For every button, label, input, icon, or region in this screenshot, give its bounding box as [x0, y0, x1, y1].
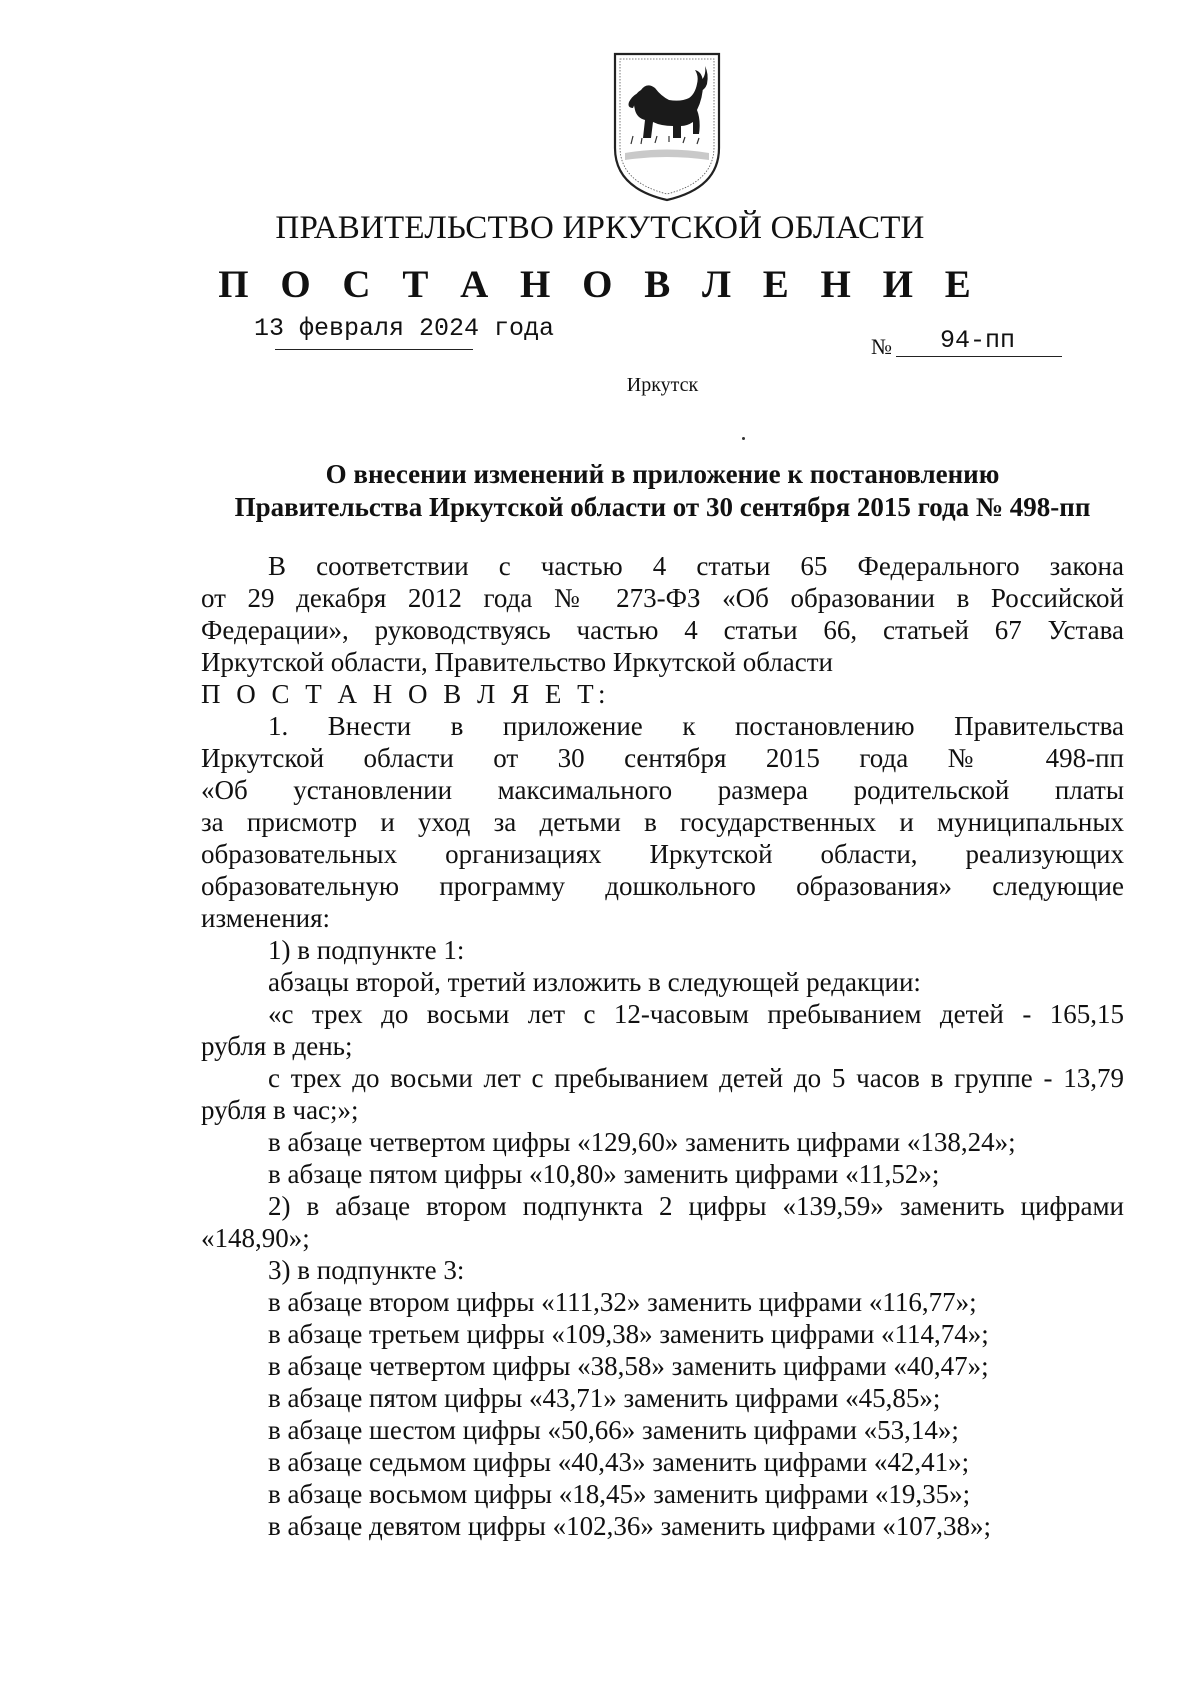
body-line: в абзаце четвертом цифры «38,58» заменить цифрами «40,47»;: [268, 1351, 989, 1381]
body-line: в абзаце девятом цифры «102,36» заменить цифрами «107,38»;: [268, 1511, 992, 1541]
body-line: В соответствии с частью 4 статьи 65 Федерального закона: [268, 551, 1124, 581]
body-line: в абзаце седьмом цифры «40,43» заменить цифрами «42,41»;: [268, 1447, 970, 1477]
body-line: «148,90»;: [201, 1223, 310, 1253]
document-title: [0, 458, 1200, 524]
government-name: ПРАВИТЕЛЬСТВО ИРКУТСКОЙ ОБЛАСТИ: [275, 210, 925, 246]
body-line: с трех до восьми лет с пребыванием детей до 5 часов в группе - 13,79: [268, 1063, 1124, 1093]
body-line: 3) в подпункте 3:: [268, 1255, 465, 1285]
body-line: Федерации», руководствуясь частью 4 статьи 66, статьей 67 Устава: [201, 615, 1124, 645]
body-line: изменения:: [201, 903, 331, 933]
body-line: образовательных организациях Иркутской области, реализующих: [201, 839, 1124, 869]
number-underline: [896, 356, 1062, 357]
body-line: от 29 декабря 2012 года № 273-ФЗ «Об образовании в Российской: [201, 583, 1124, 613]
document-date: 13 февраля 2024 года: [254, 314, 555, 343]
body-line: рубля в день;: [201, 1031, 353, 1061]
title-line-1: О внесении изменений в приложение к постановлению: [325, 459, 1000, 489]
body-line: в абзаце пятом цифры «43,71» заменить цифрами «45,85»;: [268, 1383, 941, 1413]
body-line: «Об установлении максимального размера родительской платы: [201, 775, 1124, 805]
document-number: 94-пп: [940, 326, 1016, 355]
document-type: П О С Т А Н О В Л Е Н И Е: [218, 263, 982, 306]
document-body: [201, 550, 1124, 1542]
body-line: в абзаце шестом цифры «50,66» заменить цифрами «53,14»;: [268, 1415, 959, 1445]
stray-dot: [742, 437, 745, 440]
body-line: в абзаце втором цифры «111,32» заменить цифрами «116,77»;: [268, 1287, 977, 1317]
body-line: 1. Внести в приложение к постановлению Правительства: [268, 711, 1124, 741]
resolves-word: П О С Т А Н О В Л Я Е Т:: [201, 679, 611, 709]
number-sign: №: [871, 334, 892, 359]
body-line: абзацы второй, третий изложить в следующей редакции:: [268, 967, 921, 997]
body-line: «с трех до восьми лет с 12-часовым пребыванием детей - 165,15: [268, 999, 1124, 1029]
coat-of-arms-emblem: [611, 48, 723, 204]
body-line: рубля в час;»;: [201, 1095, 359, 1125]
city-name: Иркутск: [626, 374, 699, 396]
body-line: 2) в абзаце втором подпункта 2 цифры «139,59» заменить цифрами: [268, 1191, 1124, 1221]
body-line: за присмотр и уход за детьми в государственных и муниципальных: [201, 807, 1124, 837]
body-line: 1) в подпункте 1:: [268, 935, 465, 965]
body-line: в абзаце четвертом цифры «129,60» заменить цифрами «138,24»;: [268, 1127, 1016, 1157]
title-line-2: Правительства Иркутской области от 30 сентября 2015 года № 498-пп: [234, 492, 1091, 522]
body-line: Иркутской области от 30 сентября 2015 года № 498-пп: [201, 743, 1124, 773]
body-line: Иркутской области, Правительство Иркутской области: [201, 647, 833, 677]
body-line: в абзаце пятом цифры «10,80» заменить цифрами «11,52»;: [268, 1159, 940, 1189]
body-line: в абзаце восьмом цифры «18,45» заменить цифрами «19,35»;: [268, 1479, 971, 1509]
body-line: в абзаце третьем цифры «109,38» заменить цифрами «114,74»;: [268, 1319, 989, 1349]
body-line: образовательную программу дошкольного образования» следующие: [201, 871, 1124, 901]
date-underline: [275, 349, 473, 350]
